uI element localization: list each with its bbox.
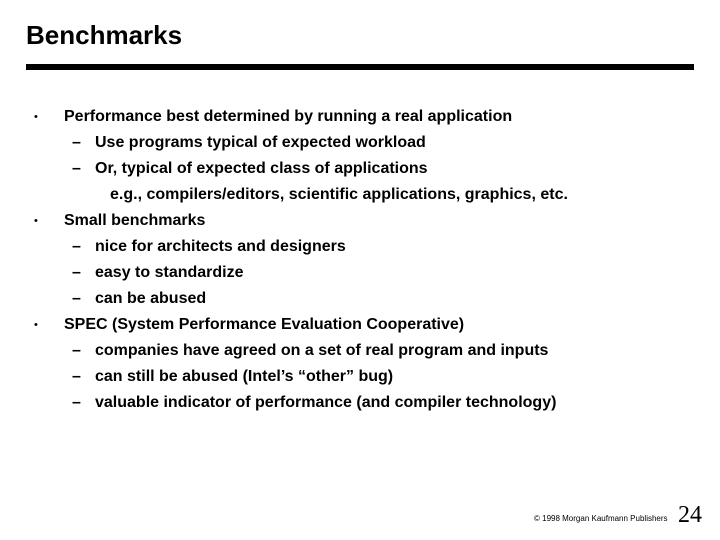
sub-bullet-item: [0, 260, 700, 286]
bullet-icon: •: [34, 319, 38, 331]
bullet-icon: •: [34, 111, 38, 123]
sub-bullet-text: can be abused: [95, 290, 207, 307]
bullet-item: [0, 208, 700, 234]
copyright-notice: © 1998 Morgan Kaufmann Publishers: [534, 514, 668, 523]
dash-icon: –: [72, 290, 81, 307]
dash-icon: –: [72, 238, 81, 255]
dash-icon: –: [72, 368, 81, 385]
dash-icon: –: [72, 342, 81, 359]
bullet-text: SPEC (System Performance Evaluation Cooperative): [64, 316, 465, 333]
sub-bullet-text: Use programs typical of expected workload: [95, 134, 426, 151]
dash-icon: –: [72, 394, 81, 411]
title-divider: [26, 64, 694, 70]
bullet-text: Small benchmarks: [64, 212, 206, 229]
sub-bullet-text: Or, typical of expected class of applications: [95, 160, 428, 177]
sub-bullet-item: [0, 234, 700, 260]
page-number: 24: [678, 502, 702, 528]
bullet-icon: •: [34, 215, 38, 227]
sub-bullet-item: [0, 338, 700, 364]
sub-bullet-text: easy to standardize: [95, 264, 244, 281]
slide-title: Benchmarks: [26, 20, 183, 50]
sub-bullet-item: [0, 130, 700, 156]
sub-bullet-item: [0, 364, 700, 390]
bullet-text: Performance best determined by running a real application: [64, 108, 513, 125]
sub-bullet-item: [0, 390, 700, 416]
sub-bullet-text: companies have agreed on a set of real program and inputs: [95, 342, 549, 359]
sub-bullet-item: [0, 156, 700, 182]
sub-bullet-item: [0, 286, 700, 312]
continuation-text: e.g., compilers/editors, scientific applications, graphics, etc.: [110, 186, 568, 203]
bullet-item: [0, 312, 700, 338]
sub-bullet-text: valuable indicator of performance (and compiler technology): [95, 394, 557, 411]
sub-bullet-text: nice for architects and designers: [95, 238, 346, 255]
bullet-item: [0, 104, 700, 130]
sub-bullet-text: can still be abused (Intel’s “other” bug): [95, 368, 394, 385]
dash-icon: –: [72, 264, 81, 281]
continuation-line: [0, 182, 700, 208]
dash-icon: –: [72, 160, 81, 177]
slide-body: [0, 104, 700, 416]
dash-icon: –: [72, 134, 81, 151]
